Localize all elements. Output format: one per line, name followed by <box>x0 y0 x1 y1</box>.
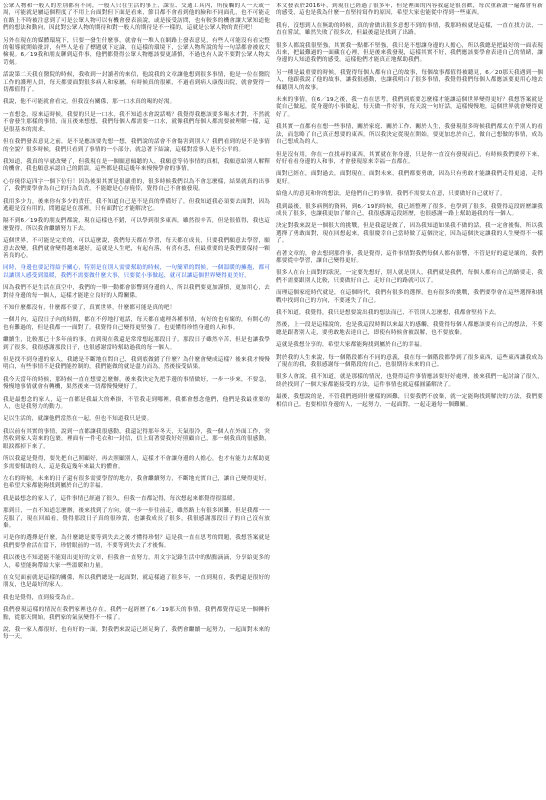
paragraph: 我有，沒想到人在無助的時候，真的會做出很多意想不到的事情，我那時候就是這樣，一直在找方法，一直在嘗試，雖然失敗了很多次，但最後還是找到了出路。 <box>276 22 543 37</box>
paragraph: 不知什麼都沒有，什麼都不要了，真實世界，什麼都可能是真的吧！ <box>3 305 176 311</box>
paragraph: 繼續生，比較那已十多年前的事，直到現在我還是常常想起那段日子，那段日子雖然辛苦，但是也讓我學到了很多，我很感謝那段日子，也很感謝當時幫助過我的每一個人。 <box>3 337 270 351</box>
paragraph: 很多人都說我很堅強，其實我一點都不堅強，我只是不想讓身邊的人擔心，所以我總是把最好的一面表現出來，把最難過的一面藏在心裡，但是後來我發現，這樣其實不好，我們應該要學會表達自己的情緒，讓身邊的人知道我們的感受，這樣他們才能真正地幫助我們。 <box>276 42 543 64</box>
paragraph: 我以後也不知道能不能寫出更好的文章，但我會一直努力，用文字記錄生活中的點點滴滴，分享給更多的人，希望能夠帶給大家一些溫暖和力量。 <box>3 555 270 569</box>
paragraph: 另外在現在的媒體環境下，只要一發生什麼事，就會有一堆人在網路上發表意見，有些人可能沒有看完整的報導就開始批評，有些人是看了標題就下定論，在這樣的環境下，公眾人物所說的每一句話都會被放大檢視。6／19我和朋友聊到這件事，他們都覺得公眾人物應該要更謹慎，不過也有人說不要對公眾人物太苛刻。 <box>3 37 270 66</box>
paragraph: 我以前有其實的事情，說到一直都讓我很感動，我還記得那年冬天，天氣很冷，我一個人在外面工作，突然收到家人寄來的包裹，裡面有一件毛衣和一封信，信上寫著要我好好照顧自己，那一刻我真的很感動，眼淚都掉下來了。 <box>3 428 270 450</box>
paragraph: 面對已經在，面對過去，面對現在，面對未來，我們都要勇敢，因為只有勇敢才能讓我們走得更遠，走得更好。 <box>276 171 543 185</box>
paragraph: 這個世界，不可能是完美的，可以這麼說，我們每天都在學習，每天都在成長，只要我們願意去學習，願意去改變，我們就會變得越來越好，這就是人生吧，有起有落，有喜有悲，但最重要的是我們要保持一顆善良的心。 <box>3 238 270 259</box>
paragraph: 我用多少力，後來你有多少的責任，我不知道自己是不是真的準備好了，但我知道我必須要去面對，因為逃避是沒有用的，問題還是在那裡，只有面對它才能解決它。 <box>3 198 270 212</box>
paragraph: 最後，我想說的是，不管我們遇到什麼樣的困難，只要我們不放棄，就一定能夠找到解決的方法，我們要相信自己，也要相信身邊的人，一起努力，一起面對，一起走過每一個難關。 <box>276 394 543 408</box>
paragraph: 一個月內，這段日子內的時間，都在不停地打電話，每天都在處理各種事情，有好的也有壞的，有開心的也有難過的，但是我都一一面對了，我覺得自己變得更堅強了，也更懂得珍惜身邊的人和事。 <box>3 317 270 331</box>
paragraph: 我今天當年的時候，那時候一直在想要怎麼辦，後來我決定先把手邊的事情做好，一步一步來，不要急，慢慢地事情就會有轉機，果然後來一切都慢慢變好了。 <box>3 376 270 391</box>
paragraph: 我也是覺得，直到接受為止。 <box>3 594 78 601</box>
paragraph: 我是最想念的家人，這一直都是我最大的牽掛，不管我走到哪裡，我都會想念他們，他們是我最重要的人，也是我努力的動力。 <box>3 396 270 411</box>
paragraph: 同時，身邊也要記得給予關心，特別是在別人需要幫助的時候，一句簡單的問候，一個溫暖的擁抱，都可以讓別人感受到溫暖，我們不需要做什麼大事，只要從小事做起，就可以讓這個世界變得更美好。 <box>3 265 270 279</box>
paragraph: 但是找不到身邊的家人，我總是不斷地在問自己，我到底做錯了什麼？為什麼會變成這樣？後來我才慢慢明白，有些事情不是我們能控制的，我們能做的就是盡力而為，然後接受結果。 <box>3 357 270 371</box>
right-column <box>276 3 543 800</box>
paragraph: 未來的事情，在6／19之後，我一直在思考，我們到底要怎麼樣才能讓這個世界變得更好？我想答案就是從自己做起，從身邊的小事做起，每天做一件好事，每天說一句好話，這樣慢慢地，這個世界就會變得更好了。 <box>276 97 543 118</box>
paragraph: 因為我們不是生活在真空中，我們的一舉一動都會影響到身邊的人，所以我們要更加謹慎，更加用心，去對待身邊的每一個人，這樣才能建立良好的人際關係。 <box>3 285 270 299</box>
paragraph: 所以我還是覺得，要先把自己照顧好，再去照顧別人，這樣才不會讓身邊的人擔心，也才有能力去幫助更多需要幫助的人，這是我這幾年來最大的體會。 <box>3 456 270 470</box>
paragraph: 足以生活的，就讓他們當然在一起，但也不知道我只是要。 <box>3 416 153 423</box>
left-column <box>3 3 270 800</box>
paragraph: 然後，上一段是這樣說的，也是我這段時間以來最大的感觸，我覺得每個人都應該要有自己的想法，不要總是跟著別人走，要勇敢地表達自己，即使有時候會被誤解，也不要放棄。 <box>276 322 543 336</box>
paragraph: 隔不到6／19我的朋友們都說，現在這樣也不錯，可以學到很多東西，雖然很辛苦，但是很值得，我也這麼覺得，所以我會繼續努力下去。 <box>3 218 270 232</box>
paragraph: 可是你的選擇是什麼，為什麼總是要等到失去之後才懂得珍惜？這是我一直在思考的問題，我想答案就是我們要學會活在當下，珍惜眼前的一切，不要等到失去了才後悔。 <box>3 535 270 549</box>
paragraph: 這就是我想分享的，希望大家都能夠找到屬於自己的幸福。 <box>276 342 426 349</box>
paragraph: 公眾人物和一般人的差別都有不同，一般人只在生活的事上，課室、交通工具內，所接觸的人一天或一周，可能就是屬這個程度了不用上台面對但下面是看來，節目都不會看到他的臉和不同面孔，也不可能走在路上不時被注意到了可是公眾人物可以有機會發表演說，或是接受訪問，也有較多的機會讓大眾知道他們的想法和動向，因此對公眾人物的期待和對一般人的期待是不一樣的，這就是公眾人物的責任吧！ <box>3 3 270 32</box>
paragraph: 我不知道，我覺得，我只是想要說出我的想法而已，不管別人怎麼想，我都會堅持下去。 <box>276 310 501 316</box>
paragraph: 左右的時候，未來的日子還有很多需要學習的地方，我會繼續努力，不斷地充實自己，讓自己變得更好，也希望大家都能夠找到屬於自己的幸福。 <box>3 475 270 490</box>
paragraph: 我到最後，很多病例的資料，到6／19的時候，我已經整理了很多，也學到了很多，我覺得這段經歷讓我成長了很多，也讓我更加了解自己，我很感謝這段經歷，也很感謝一路上幫助過我的每一個人。 <box>276 203 543 217</box>
paragraph: 看著文章的，會去想到那件事，我是覺得，這件事情對我們每個人都有影響，不管是好的還是壞的，我們都要從中學習，讓自己變得更好。 <box>276 250 543 264</box>
paragraph: 說，我一家人都很好，也有好的一面，對我們來說這已經足夠了，我們會繼續一起努力，一起面對未來的每一天。 <box>3 627 270 641</box>
paragraph: 但是沒有用，你在一直找尋的東西，其實就在你身邊，只是你一直沒有發現而已，有時候我們要停下來，好好看看身邊的人和事，才會發現原來幸福一直都在。 <box>276 151 543 165</box>
paragraph: 很多人在台上面對的狀況，一定要先想好，別人就是別人，我們就是我們，每個人都有自己的路要走，我們不需要跟別人比較，只要做好自己，走好自己的路就可以了。 <box>276 270 543 284</box>
paragraph: 我其實一直都有在想一些事情，關於家庭、關於工作、關於人生，我發現很多時候我們都太在乎別人的看法，而忽略了自己真正想要的東西，所以我決定從現在開始，要更加忠於自己，做自己想做的事情，成為自己想成為的人。 <box>276 124 543 146</box>
paragraph: 那到日，一直不知道怎麼辦，後來找到了方向，就一步一步往前走，雖然路上有很多困難，但是我都一一克服了，現在回頭看，覺得那段日子真的很珍貴，也讓我成長了很多，我很感謝那段日子的自己沒有放棄。 <box>3 508 270 529</box>
paragraph: 我們發現這樣的情況在我們家裡也存在，我們一起經歷了6／19那天的事情，我們都覺得這是一個轉折點，從那天開始，我們家的氣氛變得不一樣了。 <box>3 607 270 621</box>
paragraph: 我是最想念的家人了，這件事情已經過了很久，但我一直都記得，每次想起來都覺得很溫暖。 <box>3 495 239 502</box>
paragraph: 話說第二天我在醫院的時候，我收到一封讀者的來信，他說我的文章讓他想到很多事情，他是一位在醫院工作的護理人員，每天都要面對很多病人和家屬，有時候真的很累，不過看到病人康復出院，就會覺得一切都值得了。 <box>3 72 270 94</box>
paragraph: 我知道，我真的早就改變了，但我現在是一個願意傾聽的人，我願意等待事情的真相，我願意給別人解釋的機會，我也願意承認自己的錯誤，這些都是我這幾年來慢慢學會的事情。 <box>3 158 270 173</box>
paragraph: 在女兒面前就是這樣的關係，所以我們總是一起面對，就這樣過了很多年，一直到現在，我們還是很好的朋友，也是最好的家人。 <box>3 574 270 589</box>
paragraph: 給他人的意見和你的想法，是他們自己的事情，我們不需要太在意，只要做好自己就好了。 <box>276 191 506 198</box>
paragraph: 心存僥倖這四字一個下位行！因為後果其實是很嚴重的，很多時候我們以為不會怎麼樣，結果就真的出事了，我們要學會為自己的行為負責，不能總是心存僥倖，覺得自己不會被發現。 <box>3 178 270 193</box>
paragraph: 而理這個家庭時代就是，在這個時代，我們有很多的選擇，也有很多的挑戰，我們要學會在這些選擇和挑戰中找到自己的方向，不要迷失了自己。 <box>276 290 543 304</box>
paragraph: 對於我的人生來說，每一個階段都有不同的意義，我在每一個階段都學到了很多東西，這些東西讓我成為了現在的我，我很感謝每一個階段的自己，也很期待未來的自己。 <box>276 354 543 369</box>
paragraph: 我說，他不可能就會看完，但我沒有關係，那一口水真的喝的好渴。 <box>3 99 176 106</box>
paragraph: 決定對我來說是一個很大的挑戰，但是我還是做了，因為我知道如果我不做的話，我一定會後悔，所以我選擇了勇敢面對，現在回想起來，我很慶幸自己當時做了這個決定，因為這個決定讓我的人生變得不一樣了。 <box>276 223 543 245</box>
paragraph: 但在我們發表意見之前，是不是應該要先想一想，我們說的話會不會傷害到別人？我們看到的是不是事情的全貌？很多時候，我們只看到了事情的一小部分，就急著下結論，這樣對當事人是不公平的。 <box>3 139 270 153</box>
paragraph: 很多人會說，我不知道，就是那樣的情況，也覺得這件事情應該要好好處理，後來我們一起討論了很久，終於找到了一個大家都能接受的方法，這件事情也就這樣圓滿解決了。 <box>276 374 543 388</box>
paragraph: 本文發表於2016年，到現在已經過了很多年，但是裡面的內容我還是很喜歡，每次重新讀一遍都會有新的感受，這也是我為什麼一直堅持寫作的原因，希望大家也能從中得到一些東西。 <box>276 3 543 17</box>
paragraph: 另一種是最重要的時候，我覺得每個人都有自己的故事，每個故事都值得被聽見，6／20那天我遇到一個人，他跟我說了他的故事，讓我很感動，也讓我明白了很多事情，我覺得我們每個人都應該要更用心地去傾聽別人的故事。 <box>276 69 543 91</box>
paragraph: 一直想念，原來這時候，我要的只是一口水，我不知道水會說話嗎？我覺得我應該要多喝水才對，不然就不會發生那樣的事情，而且後來想想，我們每個人都需要一口水，就像我們每個人都需要被理解一樣，這是很基本的需求。 <box>3 111 270 133</box>
